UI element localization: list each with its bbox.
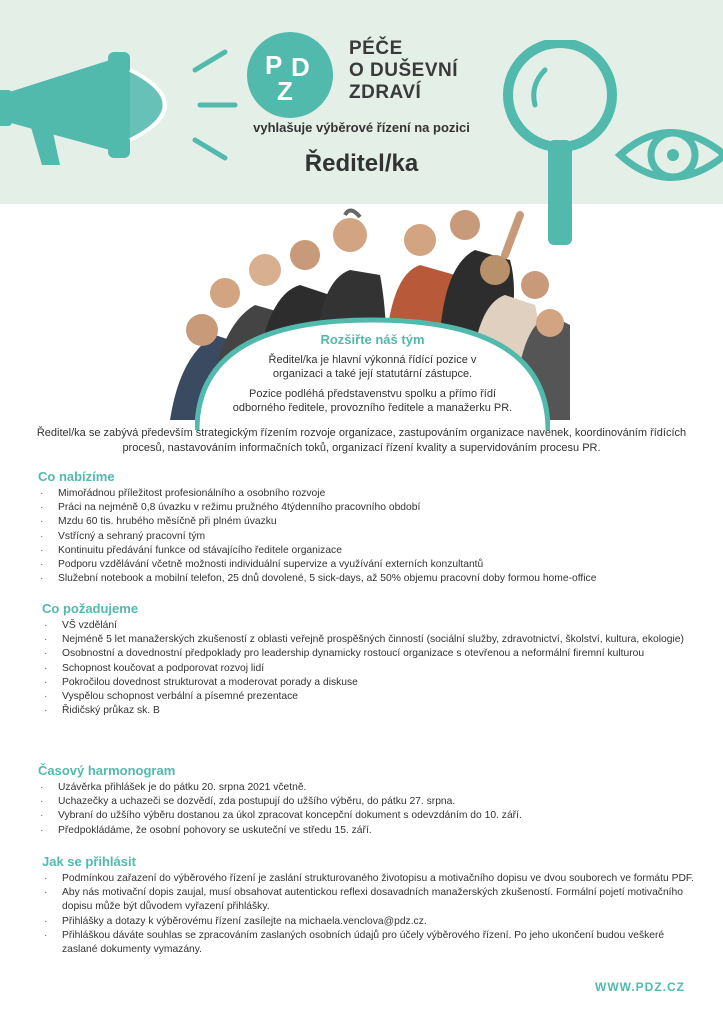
item-text: Vybraní do užšího výběru dostanou za úkol zpracovat koncepční dokument s odevzdáním do 10. září. [58,810,522,822]
list-item: · Práci na nejméně 0,8 úvazku v režimu pružného 4týdenního pracovního období [40,502,421,514]
list-item: · Schopnost koučovat a podporovat rozvoj lidí [44,662,265,674]
apply-list [42,872,702,957]
section-schedule [38,763,698,838]
item-text: Mzdu 60 tis. hrubého měsíčně při plném úvazku [58,516,277,528]
list-item: · Přihláškou dáváte souhlas se zpracováním zaslaných osobních údajů pro účely výběrového řízení. Po jeho ukončení budou veškeré zaslané dokumenty vymazány. [44,929,665,956]
list-item: · Mzdu 60 tis. hrubého měsíčně při plném úvazku [40,516,277,528]
section-require [42,601,702,718]
website-link[interactable]: WWW.PDZ.CZ [595,980,685,994]
item-text: Uzávěrka přihlášek je do pátku 20. srpna 2021 včetně. [58,782,307,793]
item-text: Vyspělou schopnost verbální a písemné prezentace [62,691,299,703]
list-item: · Vstřícný a sehraný pracovní tým [40,530,206,542]
brand-line: ZDRAVÍ [349,82,422,103]
offer-list [38,487,698,586]
item-text: Nejméně 5 let manažerských zkušeností z oblasti veřejně prospěšných činností (sociální služby, zdravotnictví, školství, kultura, ekologie) [62,634,684,646]
list-item: · Nejméně 5 let manažerských zkušeností z oblasti veřejně prospěšných činností (sociální služby, zdravotnictví, školství, kultura, ekologie) [44,634,684,646]
intro-paragraph: Ředitel/ka se zabývá především strategickým řízením rozvoje organizace, zastupováním organizace navenek, koordinováním řídících procesů, nastavováním informačních toků, organizací řízení kvality a supervidováním procesu PR. [36,427,687,454]
item-text: Práci na nejméně 0,8 úvazku v režimu pružného 4týdenního pracovního období [58,502,421,514]
section-title: Co nabízíme [38,469,115,484]
item-text: Aby nás motivační dopis zaujal, musí obsahovat autentickou reflexi dosavadních manažerských zkušeností. Formální pojetí motivačního dopisu může být důvodem vyřazení přihlášky. [62,887,683,913]
list-item: · Podmínkou zařazení do výběrového řízení je zaslání strukturovaného životopisu a motivačního dopisu ve dvou souborech ve formátu PDF. [44,873,694,884]
list-item: · Aby nás motivační dopis zaujal, musí obsahovat autentickou reflexi dosavadních manažerských zkušeností. Formální pojetí motivačního dopisu může být důvodem vyřazení přihlášky. [44,887,683,913]
brand-line: O DUŠEVNÍ [349,60,459,81]
logo [247,32,333,118]
team-box [220,314,525,424]
list-item: · Přihlášky a dotazy k výběrovému řízení zasílejte na michaela.venclova@pdz.cz. [44,915,427,927]
brand-line: PÉČE [349,38,403,59]
team-paragraph: Pozice podléhá představenstvu spolku a přímo řídí odborného ředitele, provozního ředitele a manažerku PR. [232,388,513,414]
team-heading: Rozšiřte náš tým [320,332,425,347]
list-item: · Kontinuitu předávání funkce od stávajícího ředitele organizace [40,544,342,556]
brand-name [349,38,458,104]
item-text: Podporu vzdělávání včetně možnosti individuální supervize a využívání externích konzultantů [58,559,484,571]
list-item: · VŠ vzdělání [44,620,117,631]
list-item: · Pokročilou dovednost strukturovat a moderovat porady a diskuse [44,676,358,688]
eye-icon [620,133,723,178]
item-text: Kontinuitu předávání funkce od stávajícího ředitele organizace [58,544,342,556]
list-item: · Uzávěrka přihlášek je do pátku 20. srpna 2021 včetně. [40,782,307,793]
list-item: · Osobnostní a dovednostní předpoklady pro leadership dynamicky rostoucí organizace s otevřenou a neformální firemní kulturou [44,648,645,660]
list-item: · Podporu vzdělávání včetně možnosti individuální supervize a využívání externích konzultantů [40,559,484,571]
list-item: · Vybraní do užšího výběru dostanou za úkol zpracovat koncepční dokument s odevzdáním do 10. září. [40,810,522,822]
logo-letter: P [265,50,283,80]
item-text: Vstřícný a sehraný pracovní tým [58,530,206,542]
item-text: Přihlášky a dotazy k výběrovému řízení zasílejte na michaela.venclova@pdz.cz. [62,915,427,927]
section-title: Časový harmonogram [38,763,176,778]
item-text: Osobnostní a dovednostní předpoklady pro leadership dynamicky rostoucí organizace s otevřenou a neformální firemní kulturou [62,648,645,660]
section-apply [42,854,702,957]
item-text: Podmínkou zařazení do výběrového řízení je zaslání strukturovaného životopisu a motivačního dopisu ve dvou souborech ve formátu PDF. [62,873,694,884]
list-item: · Služební notebook a mobilní telefon, 25 dnů dovolené, 5 sick-days, až 50% objemu pracovní doby formou home-office [40,573,597,585]
section-offer [38,469,698,586]
section-title: Jak se přihlásit [42,854,136,869]
list-item: · Předpokládáme, že osobní pohovory se uskuteční ve středu 15. září. [40,824,372,836]
item-text: Služební notebook a mobilní telefon, 25 dnů dovolené, 5 sick-days, až 50% objemu pracovní doby formou home-office [58,573,597,585]
item-text: Mimořádnou příležitost profesionálního a osobního rozvoje [58,488,326,499]
schedule-list [38,781,698,838]
team-paragraph: Ředitel/ka je hlavní výkonná řídící pozice v organizaci a také její statutární zástupce. [268,354,477,380]
item-text: Pokročilou dovednost strukturovat a moderovat porady a diskuse [62,676,358,688]
item-text: Řidičský průkaz sk. B [62,705,160,717]
announcement: vyhlašuje výběrové řízení na pozici [253,120,470,135]
section-title: Co požadujeme [42,601,139,616]
list-item: · Vyspělou schopnost verbální a písemné prezentace [44,691,299,703]
logo-letter: D [291,52,310,82]
item-text: Přihláškou dáváte souhlas se zpracováním zaslaných osobních údajů pro účely výběrového řízení. Po jeho ukončení budou veškeré zaslané dokumenty vymazány. [62,929,665,956]
list-item: · Uchazečky a uchazeči se dozvědí, zda postupují do užšího výběru, do pátku 27. srpna. [40,796,456,808]
require-list [42,619,702,718]
item-text: Schopnost koučovat a podporovat rozvoj lidí [62,662,265,674]
position-title: Ředitel/ka [304,150,419,177]
item-text: VŠ vzdělání [62,620,117,631]
list-item: · Mimořádnou příležitost profesionálního a osobního rozvoje [40,488,326,499]
logo-letter: Z [277,76,293,106]
item-text: Předpokládáme, že osobní pohovory se uskuteční ve středu 15. září. [58,824,372,836]
list-item: · Řidičský průkaz sk. B [44,705,160,717]
item-text: Uchazečky a uchazeči se dozvědí, zda postupují do užšího výběru, do pátku 27. srpna. [58,796,456,808]
